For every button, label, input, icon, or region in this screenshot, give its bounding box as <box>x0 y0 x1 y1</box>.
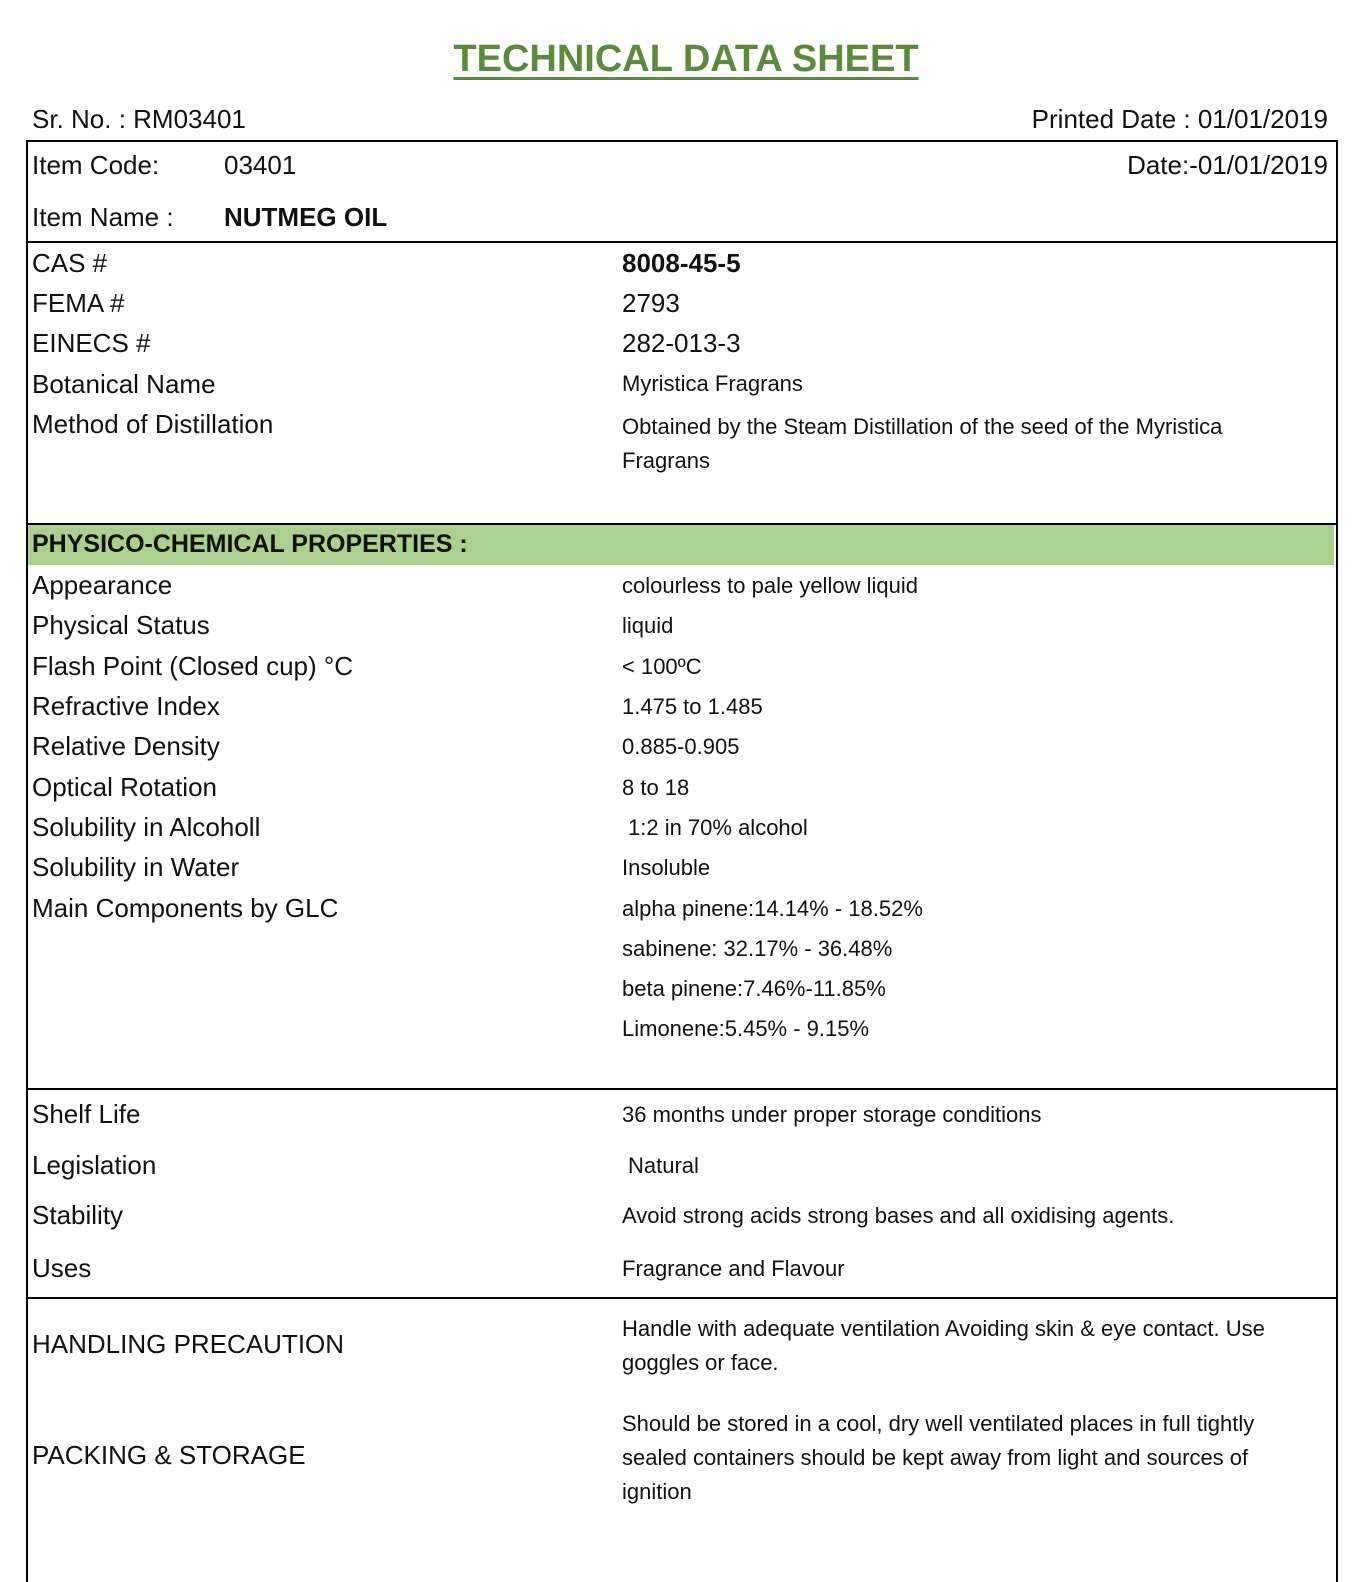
property-label: Optical Rotation <box>32 772 217 802</box>
property-label: Main Components by GLC <box>32 893 339 923</box>
divider <box>26 1297 1336 1299</box>
physico-chemical-heading: PHYSICO-CHEMICAL PROPERTIES : <box>32 530 468 558</box>
uses-value: Fragrance and Flavour <box>622 1256 845 1281</box>
property-label: Flash Point (Closed cup) °C <box>32 651 354 681</box>
legislation-value: Natural <box>628 1153 699 1178</box>
shelf-life-value: 36 months under proper storage conditions <box>622 1102 1042 1127</box>
uses-label: Uses <box>32 1253 92 1283</box>
property-value: 0.885-0.905 <box>622 734 740 759</box>
divider <box>26 241 1336 243</box>
printed-date: Printed Date : 01/01/2019 <box>1031 104 1328 134</box>
einecs-label: EINECS # <box>32 328 151 358</box>
distillation-value: Obtained by the Steam Distillation of the seed of the Myristica Fragrans <box>622 414 1223 473</box>
packing-label: PACKING & STORAGE <box>32 1440 306 1470</box>
property-value: Insoluble <box>622 855 711 880</box>
property-label: Physical Status <box>32 610 210 640</box>
property-label: Appearance <box>32 570 173 600</box>
item-code-label: Item Code: <box>32 150 160 180</box>
component-value: Limonene:5.45% - 9.15% <box>622 1016 870 1041</box>
property-label: Solubility in Alcoholl <box>32 812 261 842</box>
property-label: Refractive Index <box>32 691 220 721</box>
property-value: liquid <box>622 613 674 638</box>
property-value: < 100ºC <box>622 654 702 679</box>
stability-value: Avoid strong acids strong bases and all oxidising agents. <box>622 1203 1175 1228</box>
item-name-label: Item Name : <box>32 202 174 232</box>
stability-label: Stability <box>32 1200 124 1230</box>
divider <box>26 1088 1336 1090</box>
einecs-value: 282-013-3 <box>622 328 741 358</box>
cas-label: CAS # <box>32 248 108 278</box>
property-value: colourless to pale yellow liquid <box>622 573 918 598</box>
handling-value: Handle with adequate ventilation Avoiding skin & eye contact. Use goggles or face. <box>622 1316 1265 1375</box>
botanical-name-label: Botanical Name <box>32 369 216 399</box>
property-label: Relative Density <box>32 731 220 761</box>
distillation-label: Method of Distillation <box>32 409 274 439</box>
property-value: alpha pinene:14.14% - 18.52% <box>622 896 923 921</box>
fema-value: 2793 <box>622 288 680 318</box>
page-title: TECHNICAL DATA SHEET <box>453 38 919 80</box>
fema-label: FEMA # <box>32 288 125 318</box>
item-date: Date:-01/01/2019 <box>1127 150 1328 180</box>
component-value: beta pinene:7.46%-11.85% <box>622 976 886 1001</box>
property-value: 8 to 18 <box>622 775 690 800</box>
cas-value: 8008-45-5 <box>622 248 741 278</box>
serial-number: Sr. No. : RM03401 <box>32 104 246 134</box>
handling-label: HANDLING PRECAUTION <box>32 1329 345 1359</box>
component-value: sabinene: 32.17% - 36.48% <box>622 936 893 961</box>
property-value: 1:2 in 70% alcohol <box>628 815 808 840</box>
property-label: Solubility in Water <box>32 852 240 882</box>
packing-value: Should be stored in a cool, dry well ventilated places in full tightly sealed containers should be kept away from light and sources of ignition <box>622 1411 1255 1504</box>
property-value: 1.475 to 1.485 <box>622 694 763 719</box>
item-name-value: NUTMEG OIL <box>224 202 388 232</box>
item-code-value: 03401 <box>224 150 297 180</box>
legislation-label: Legislation <box>32 1150 157 1180</box>
botanical-name-value: Myristica Fragrans <box>622 371 803 396</box>
shelf-life-label: Shelf Life <box>32 1099 141 1129</box>
